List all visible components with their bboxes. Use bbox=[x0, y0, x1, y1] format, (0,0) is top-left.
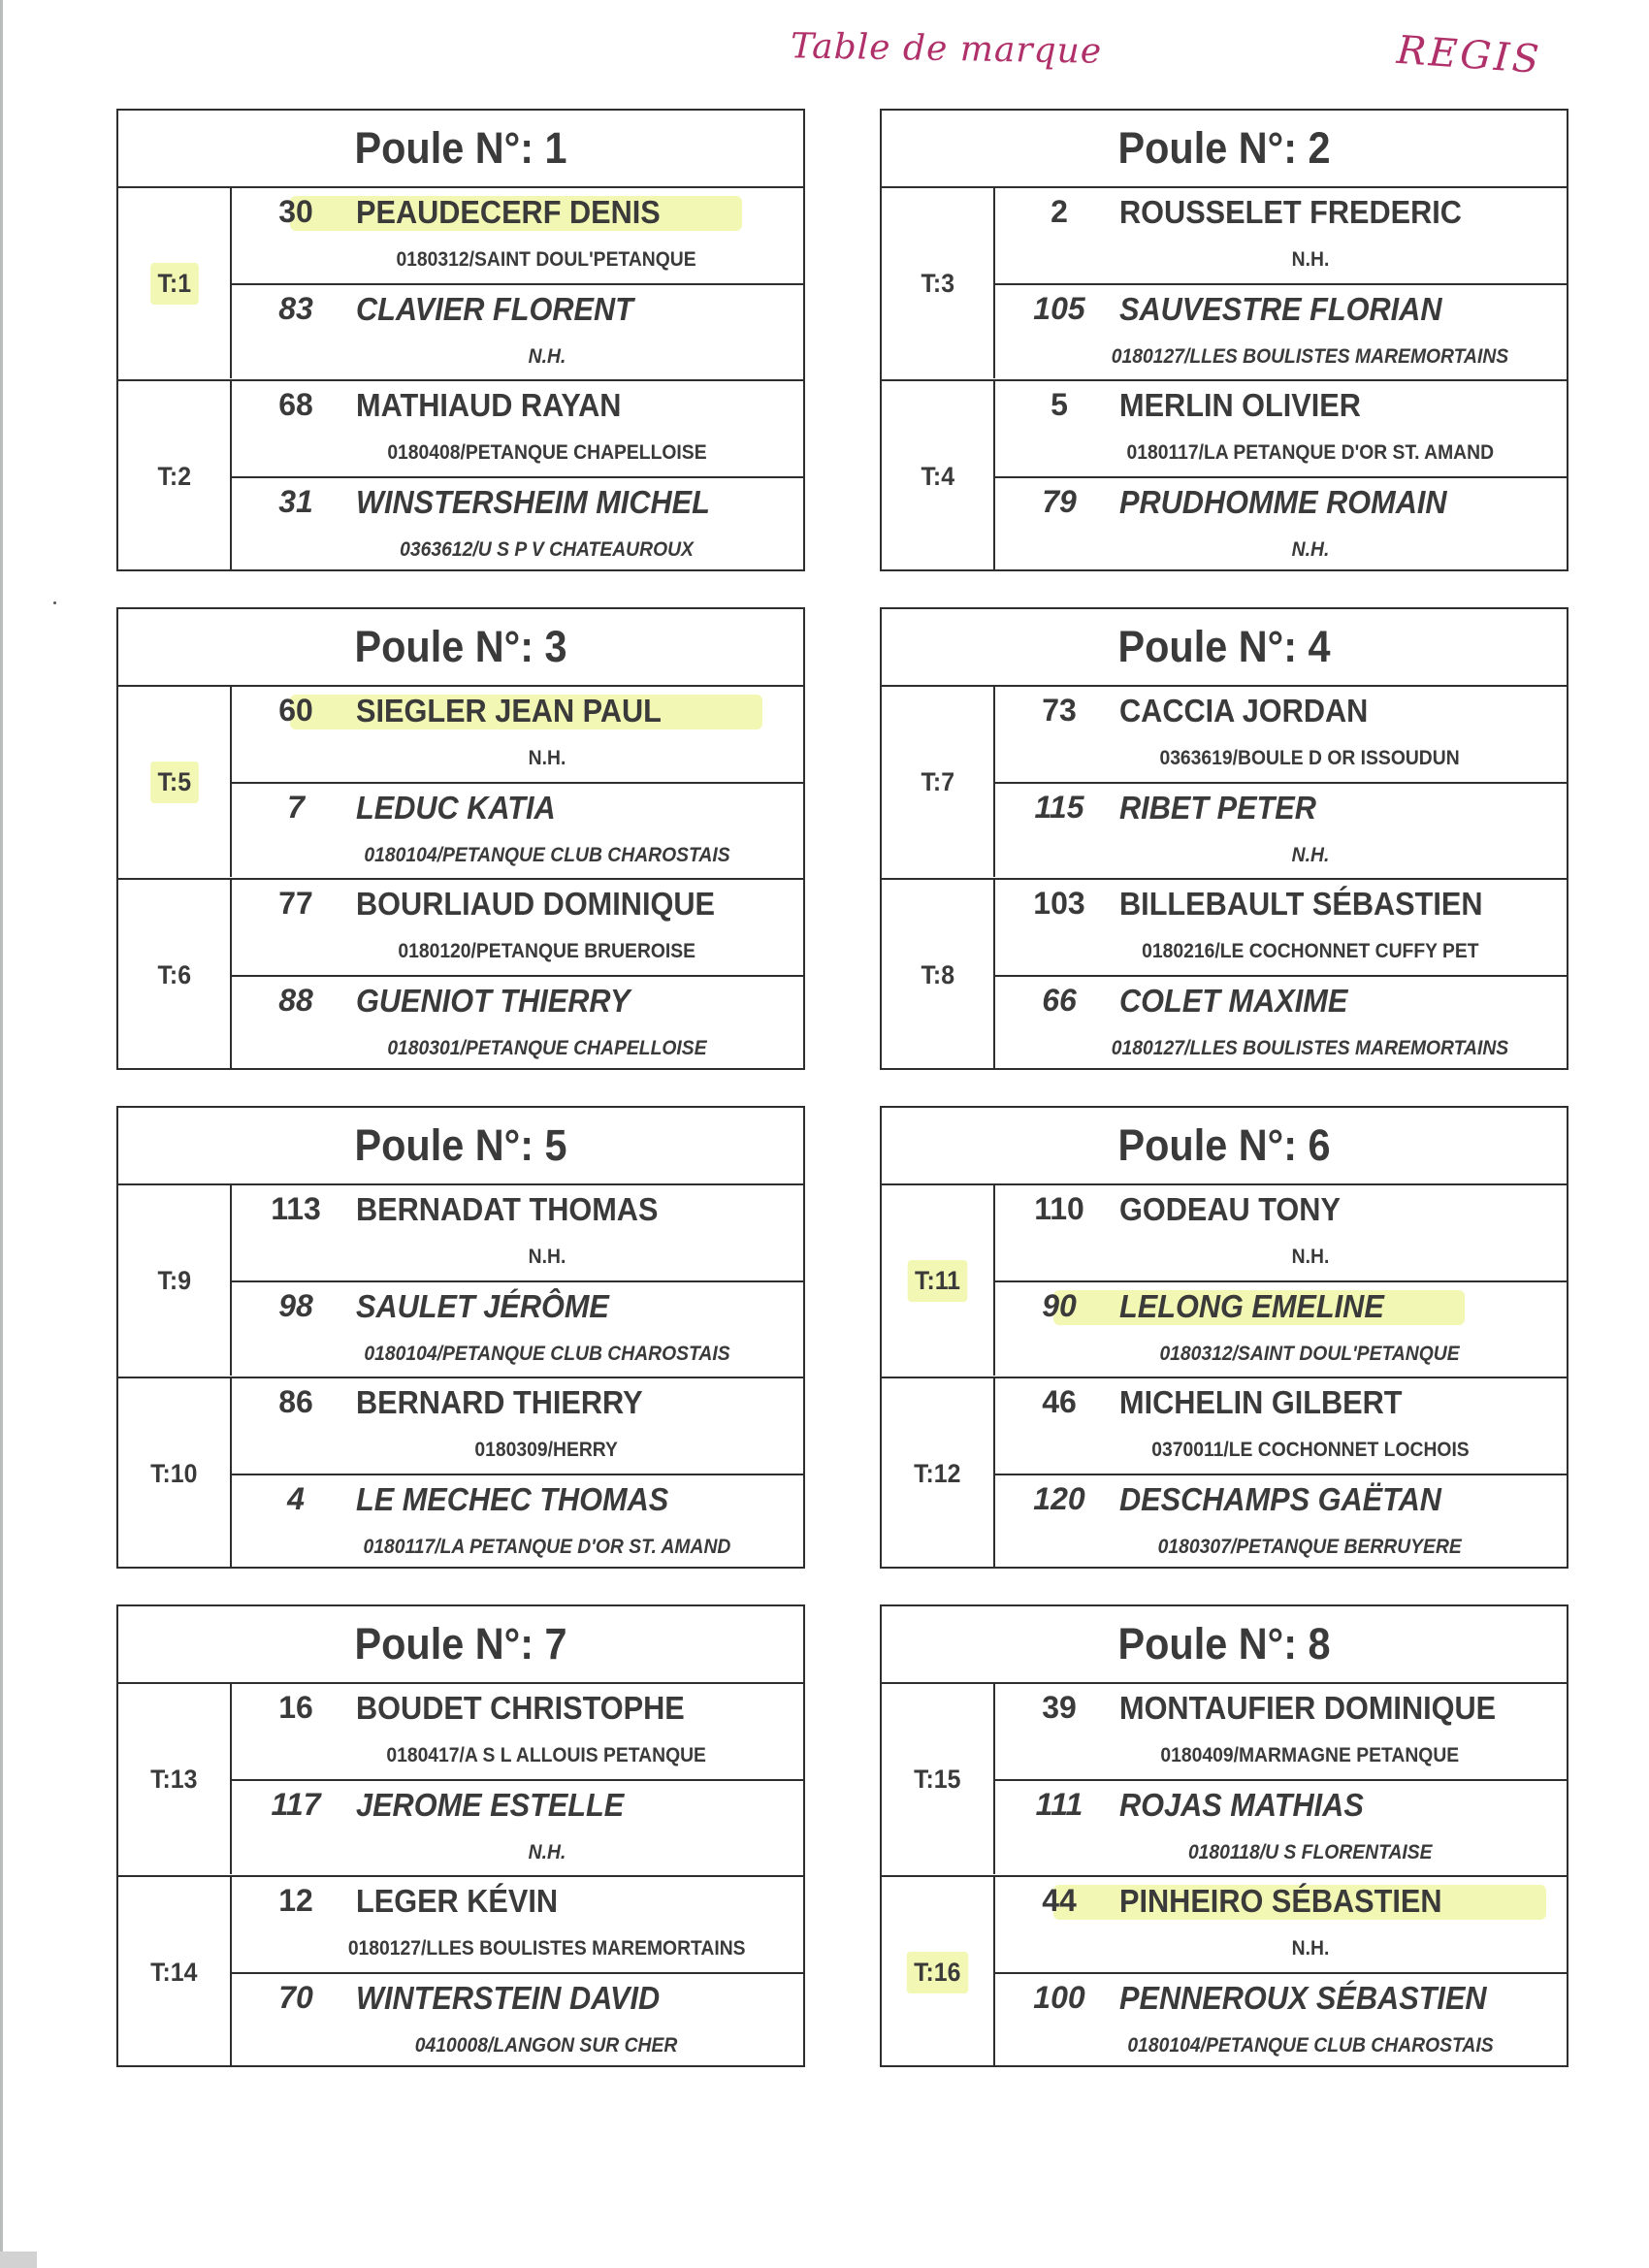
player-club bbox=[995, 1343, 1567, 1366]
player-club-text: 0180118/U S FLORENTAISE bbox=[1187, 1841, 1433, 1863]
player-club bbox=[995, 441, 1567, 465]
player-club-text: 0363612/U S P V CHATEAUROUX bbox=[400, 538, 694, 561]
player-name: LE MECHEC THOMAS bbox=[356, 1481, 669, 1517]
poule-title-text: Poule N°: 6 bbox=[1117, 1120, 1331, 1170]
player-row bbox=[232, 1185, 803, 1280]
poule-title bbox=[882, 1108, 1567, 1185]
table-cell bbox=[118, 687, 232, 877]
match-row bbox=[118, 188, 803, 378]
poule-title bbox=[882, 111, 1567, 188]
player-row bbox=[995, 880, 1567, 975]
player-number: 66 bbox=[1042, 983, 1077, 1018]
player-row bbox=[232, 381, 803, 476]
player-row bbox=[995, 188, 1567, 283]
player-row bbox=[995, 1378, 1567, 1474]
player-number: 70 bbox=[278, 1980, 313, 2015]
match-row bbox=[882, 1875, 1567, 2067]
player-club bbox=[995, 1937, 1567, 1960]
player-name: ROUSSELET FREDERIC bbox=[1119, 194, 1462, 230]
player-name: BOURLIAUD DOMINIQUE bbox=[356, 886, 715, 922]
match-row bbox=[882, 1684, 1567, 1874]
player-club bbox=[232, 345, 803, 369]
player-club bbox=[995, 1744, 1567, 1767]
match-row bbox=[882, 188, 1567, 378]
player-row bbox=[995, 975, 1567, 1072]
poule-matches bbox=[118, 1684, 803, 2065]
player-number: 113 bbox=[271, 1191, 321, 1226]
player-row bbox=[232, 1972, 803, 2069]
poule-box bbox=[116, 109, 805, 571]
player-club bbox=[995, 747, 1567, 770]
player-row bbox=[995, 476, 1567, 573]
player-number: 103 bbox=[1033, 886, 1085, 921]
player-club-text: 0180309/HERRY bbox=[474, 1439, 619, 1461]
player-club bbox=[232, 538, 803, 562]
player-name: WINTERSTEIN DAVID bbox=[356, 1980, 661, 2016]
player-number: 5 bbox=[1051, 387, 1068, 422]
player-club-text: 0180312/SAINT DOUL'PETANQUE bbox=[396, 248, 697, 271]
poule-title-text: Poule N°: 1 bbox=[354, 123, 567, 173]
player-club-text: 0363619/BOULE D OR ISSOUDUN bbox=[1159, 747, 1461, 769]
player-row bbox=[995, 1972, 1567, 2069]
table-cell bbox=[118, 1684, 232, 1874]
match-row bbox=[118, 687, 803, 877]
poule-title-text: Poule N°: 7 bbox=[354, 1619, 567, 1669]
player-number: 120 bbox=[1033, 1481, 1085, 1516]
match-row bbox=[118, 878, 803, 1070]
player-club-text: 0180312/SAINT DOUL'PETANQUE bbox=[1159, 1343, 1461, 1365]
player-club bbox=[232, 1841, 803, 1864]
player-club bbox=[232, 1536, 803, 1559]
poule-title bbox=[118, 111, 803, 188]
player-name: CLAVIER FLORENT bbox=[356, 291, 633, 327]
table-cell bbox=[882, 687, 995, 877]
player-club bbox=[995, 538, 1567, 562]
player-row bbox=[232, 1779, 803, 1876]
player-number: 90 bbox=[1042, 1288, 1077, 1323]
poule-box bbox=[116, 1604, 805, 2067]
table-cell bbox=[118, 1378, 232, 1569]
player-name: LELONG EMELINE bbox=[1119, 1288, 1384, 1324]
match-row bbox=[118, 379, 803, 571]
player-number: 4 bbox=[287, 1481, 305, 1516]
player-club bbox=[995, 248, 1567, 272]
player-number: 105 bbox=[1033, 291, 1085, 326]
table-cell bbox=[882, 1378, 995, 1569]
player-club bbox=[232, 1439, 803, 1462]
player-club bbox=[232, 441, 803, 465]
player-club-text: N.H. bbox=[1291, 1937, 1329, 1960]
poule-box bbox=[880, 1106, 1568, 1569]
poule-title-text: Poule N°: 5 bbox=[354, 1120, 567, 1170]
poule-box bbox=[880, 607, 1568, 1070]
player-club-text: 0180127/LLES BOULISTES MAREMORTAINS bbox=[1111, 1037, 1509, 1059]
table-cell bbox=[118, 188, 232, 378]
table-cell bbox=[118, 1877, 232, 2067]
player-club-text: 0410008/LANGON SUR CHER bbox=[415, 2034, 678, 2057]
player-name: BOUDET CHRISTOPHE bbox=[356, 1690, 685, 1726]
player-name: GUENIOT THIERRY bbox=[356, 983, 630, 1019]
player-club bbox=[232, 747, 803, 770]
poule-box bbox=[880, 109, 1568, 571]
player-club-text: 0180117/LA PETANQUE D'OR ST. AMAND bbox=[363, 1536, 730, 1558]
player-row bbox=[995, 283, 1567, 380]
player-club bbox=[995, 1246, 1567, 1269]
poule-matches bbox=[882, 1185, 1567, 1567]
player-name: ROJAS MATHIAS bbox=[1119, 1787, 1364, 1823]
player-number: 98 bbox=[278, 1288, 313, 1323]
player-row bbox=[232, 1474, 803, 1571]
table-cell bbox=[882, 880, 995, 1070]
player-row bbox=[995, 687, 1567, 782]
table-number: T:13 bbox=[150, 1764, 198, 1794]
table-number: T:6 bbox=[157, 959, 191, 989]
player-name: SAULET JÉRÔME bbox=[356, 1288, 609, 1324]
player-club bbox=[995, 1439, 1567, 1462]
player-row bbox=[995, 1877, 1567, 1972]
poule-matches bbox=[118, 1185, 803, 1567]
player-club bbox=[232, 844, 803, 867]
poule-box bbox=[116, 607, 805, 1070]
player-name: BERNARD THIERRY bbox=[356, 1384, 643, 1420]
table-number: T:8 bbox=[921, 959, 954, 989]
player-number: 12 bbox=[278, 1883, 313, 1918]
player-club bbox=[995, 940, 1567, 963]
player-row bbox=[232, 1378, 803, 1474]
player-club bbox=[995, 844, 1567, 867]
player-club-text: 0180117/LA PETANQUE D'OR ST. AMAND bbox=[1126, 441, 1494, 464]
scan-corner-artifact bbox=[0, 2252, 37, 2268]
player-club-text: N.H. bbox=[1291, 1246, 1329, 1268]
poule-matches bbox=[882, 188, 1567, 569]
player-club bbox=[232, 940, 803, 963]
table-number: T:2 bbox=[157, 461, 191, 491]
player-row bbox=[995, 1779, 1567, 1876]
player-name: MONTAUFIER DOMINIQUE bbox=[1119, 1690, 1497, 1726]
player-name: JEROME ESTELLE bbox=[356, 1787, 625, 1823]
table-number: T:4 bbox=[921, 461, 954, 491]
player-name: MATHIAUD RAYAN bbox=[356, 387, 622, 423]
poule-matches bbox=[882, 1684, 1567, 2065]
player-number: 39 bbox=[1042, 1690, 1077, 1725]
player-row bbox=[232, 476, 803, 573]
poule-title-text: Poule N°: 3 bbox=[354, 622, 567, 671]
player-club-text: 0180127/LLES BOULISTES MAREMORTAINS bbox=[1111, 345, 1509, 368]
player-number: 88 bbox=[278, 983, 313, 1018]
player-club-text: N.H. bbox=[528, 1841, 566, 1863]
player-name: COLET MAXIME bbox=[1119, 983, 1348, 1019]
player-row bbox=[995, 1684, 1567, 1779]
player-name: CACCIA JORDAN bbox=[1119, 693, 1369, 729]
player-club-text: 0180216/LE COCHONNET CUFFY PET bbox=[1141, 940, 1479, 962]
player-number: 31 bbox=[278, 484, 313, 519]
player-row bbox=[232, 687, 803, 782]
poule-title-text: Poule N°: 4 bbox=[1117, 622, 1331, 671]
player-name: SIEGLER JEAN PAUL bbox=[356, 693, 662, 729]
player-number: 46 bbox=[1042, 1384, 1077, 1419]
player-number: 115 bbox=[1034, 790, 1084, 825]
match-row bbox=[118, 1377, 803, 1569]
poule-title bbox=[882, 1606, 1567, 1684]
player-number: 60 bbox=[278, 693, 313, 728]
player-club-text: 0180301/PETANQUE CHAPELLOISE bbox=[386, 1037, 707, 1059]
player-name: MICHELIN GILBERT bbox=[1119, 1384, 1403, 1420]
player-row bbox=[232, 283, 803, 380]
player-club-text: N.H. bbox=[528, 747, 566, 769]
table-cell bbox=[118, 381, 232, 571]
player-club bbox=[995, 1841, 1567, 1864]
player-row bbox=[232, 782, 803, 879]
handwritten-note: Table de marque bbox=[790, 26, 1103, 72]
poule-matches bbox=[882, 687, 1567, 1068]
table-number: T:15 bbox=[914, 1764, 961, 1794]
poule-title bbox=[118, 1606, 803, 1684]
player-club bbox=[995, 1037, 1567, 1060]
player-row bbox=[232, 1684, 803, 1779]
player-club-text: 0180104/PETANQUE CLUB CHAROSTAIS bbox=[363, 1343, 730, 1365]
poule-matches bbox=[118, 687, 803, 1068]
player-number: 79 bbox=[1042, 484, 1077, 519]
poule-box bbox=[880, 1604, 1568, 2067]
table-number: T:1 bbox=[150, 263, 198, 305]
player-club bbox=[232, 2034, 803, 2057]
player-number: 68 bbox=[278, 387, 313, 422]
table-number: T:9 bbox=[157, 1265, 191, 1295]
table-number: T:16 bbox=[907, 1952, 968, 1993]
player-club-text: 0180127/LLES BOULISTES MAREMORTAINS bbox=[347, 1937, 746, 1960]
player-row bbox=[995, 1185, 1567, 1280]
player-number: 117 bbox=[271, 1787, 321, 1822]
player-club-text: N.H. bbox=[1291, 538, 1329, 561]
table-cell bbox=[882, 1684, 995, 1874]
player-name: BERNADAT THOMAS bbox=[356, 1191, 659, 1227]
player-name: PENNEROUX SÉBASTIEN bbox=[1119, 1980, 1487, 2016]
table-cell bbox=[882, 381, 995, 571]
player-number: 83 bbox=[278, 291, 313, 326]
poule-title-text: Poule N°: 8 bbox=[1117, 1619, 1331, 1669]
player-name: LEDUC KATIA bbox=[356, 790, 556, 826]
table-number: T:10 bbox=[150, 1458, 198, 1488]
player-number: 30 bbox=[278, 194, 313, 229]
player-club-text: N.H. bbox=[1291, 844, 1329, 866]
table-cell bbox=[118, 880, 232, 1070]
player-club bbox=[995, 345, 1567, 369]
player-club-text: 0180408/PETANQUE CHAPELLOISE bbox=[386, 441, 707, 464]
player-name: MERLIN OLIVIER bbox=[1119, 387, 1361, 423]
poule-title-text: Poule N°: 2 bbox=[1117, 123, 1331, 173]
scan-edge-line bbox=[0, 0, 3, 2268]
player-club-text: 0180417/A S L ALLOUIS PETANQUE bbox=[386, 1744, 707, 1766]
player-row bbox=[232, 880, 803, 975]
table-cell bbox=[118, 1185, 232, 1376]
player-number: 86 bbox=[278, 1384, 313, 1419]
poule-box bbox=[116, 1106, 805, 1569]
player-name: DESCHAMPS GAËTAN bbox=[1119, 1481, 1441, 1517]
player-club bbox=[232, 1744, 803, 1767]
player-club-text: 0180307/PETANQUE BERRUYERE bbox=[1157, 1536, 1463, 1558]
table-cell bbox=[882, 1185, 995, 1376]
player-club bbox=[232, 1246, 803, 1269]
player-row bbox=[995, 1280, 1567, 1377]
poule-matches bbox=[118, 188, 803, 569]
match-row bbox=[118, 1684, 803, 1874]
player-name: SAUVESTRE FLORIAN bbox=[1119, 291, 1442, 327]
player-row bbox=[995, 381, 1567, 476]
table-number: T:11 bbox=[908, 1260, 968, 1302]
player-name: LEGER KÉVIN bbox=[356, 1883, 559, 1919]
player-row bbox=[232, 975, 803, 1072]
match-row bbox=[882, 878, 1567, 1070]
player-name: RIBET PETER bbox=[1119, 790, 1316, 826]
player-name: GODEAU TONY bbox=[1119, 1191, 1341, 1227]
player-club-text: N.H. bbox=[1291, 248, 1329, 271]
player-club-text: N.H. bbox=[528, 345, 566, 368]
table-cell bbox=[882, 1877, 995, 2067]
player-name: WINSTERSHEIM MICHEL bbox=[356, 484, 710, 520]
player-row bbox=[232, 1877, 803, 1972]
player-row bbox=[995, 1474, 1567, 1571]
player-number: 44 bbox=[1042, 1883, 1077, 1918]
table-number: T:3 bbox=[921, 268, 954, 298]
player-club bbox=[232, 1037, 803, 1060]
player-club-text: 0180104/PETANQUE CLUB CHAROSTAIS bbox=[1126, 2034, 1494, 2057]
table-number: T:12 bbox=[914, 1458, 961, 1488]
player-club-text: 0180409/MARMAGNE PETANQUE bbox=[1160, 1744, 1460, 1766]
table-number: T:7 bbox=[921, 766, 954, 796]
match-row bbox=[882, 1185, 1567, 1376]
match-row bbox=[118, 1875, 803, 2067]
player-number: 100 bbox=[1033, 1980, 1085, 2015]
player-name: PINHEIRO SÉBASTIEN bbox=[1119, 1883, 1442, 1919]
player-club bbox=[232, 1937, 803, 1960]
player-number: 111 bbox=[1035, 1787, 1083, 1822]
table-number: T:5 bbox=[150, 761, 198, 803]
player-number: 16 bbox=[278, 1690, 313, 1725]
table-cell bbox=[882, 188, 995, 378]
player-club bbox=[232, 1343, 803, 1366]
poule-title bbox=[882, 609, 1567, 687]
player-number: 77 bbox=[278, 886, 313, 921]
player-club bbox=[232, 248, 803, 272]
player-row bbox=[995, 782, 1567, 879]
player-number: 7 bbox=[287, 790, 305, 825]
player-row bbox=[232, 1280, 803, 1377]
table-number: T:14 bbox=[150, 1957, 198, 1987]
player-club-text: 0180104/PETANQUE CLUB CHAROSTAIS bbox=[363, 844, 730, 866]
player-club bbox=[995, 2034, 1567, 2057]
player-row bbox=[232, 188, 803, 283]
player-name: BILLEBAULT SÉBASTIEN bbox=[1119, 886, 1483, 922]
player-club-text: 0180120/PETANQUE BRUEROISE bbox=[398, 940, 695, 962]
poule-title bbox=[118, 1108, 803, 1185]
handwritten-name: REGIS bbox=[1395, 27, 1543, 83]
poule-title bbox=[118, 609, 803, 687]
player-number: 110 bbox=[1034, 1191, 1084, 1226]
match-row bbox=[882, 379, 1567, 571]
player-name: PEAUDECERF DENIS bbox=[356, 194, 661, 230]
player-number: 2 bbox=[1051, 194, 1068, 229]
player-club-text: 0370011/LE COCHONNET LOCHOIS bbox=[1150, 1439, 1470, 1461]
match-row bbox=[118, 1185, 803, 1376]
player-name: PRUDHOMME ROMAIN bbox=[1119, 484, 1447, 520]
match-row bbox=[882, 1377, 1567, 1569]
scan-speck bbox=[53, 601, 56, 604]
player-number: 73 bbox=[1042, 693, 1077, 728]
player-club bbox=[995, 1536, 1567, 1559]
player-club-text: N.H. bbox=[528, 1246, 566, 1268]
match-row bbox=[882, 687, 1567, 877]
